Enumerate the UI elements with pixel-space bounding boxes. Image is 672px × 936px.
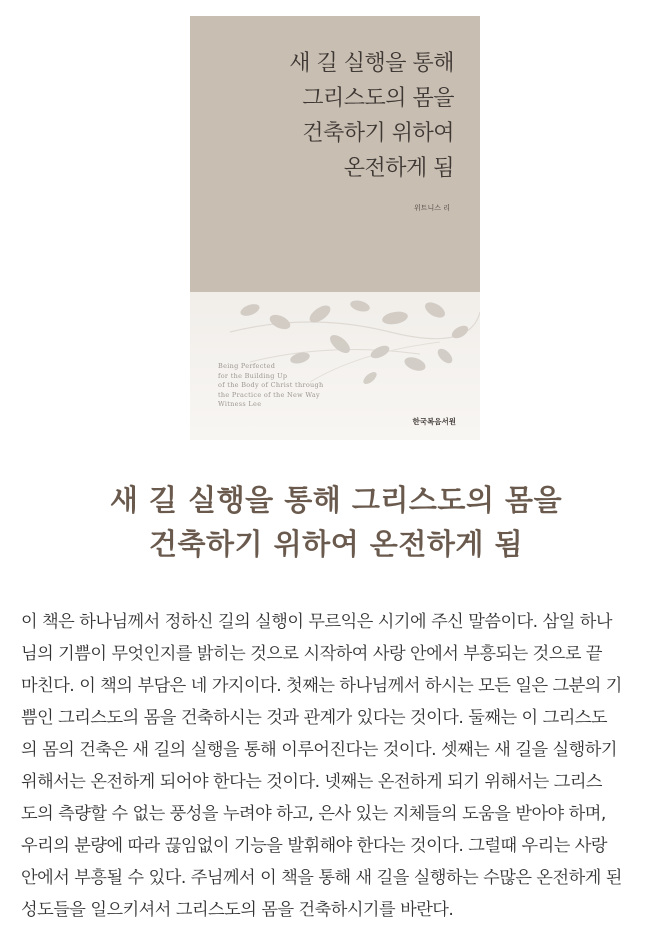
description-line: 님의 기쁨이 무엇인지를 밝히는 것으로 시작하여 사랑 안에서 부흥되는 것으로 끝 (21, 644, 603, 664)
cover-title-line: 온전하게 됨 (343, 156, 454, 181)
cover-author: 위트니스 리 (413, 204, 450, 212)
page-title (0, 478, 672, 566)
description-line: 우리의 분량에 따라 끊임없이 기능을 발휘해야 한다는 것이다. 그럴때 우리는 사랑 (21, 836, 608, 856)
cover-english-author: Witness Lee (218, 400, 262, 409)
description-line: 이 책은 하나님께서 정하신 길의 실행이 무르익은 시기에 주신 말씀이다. 삼일 하나 (21, 612, 612, 632)
page-title-line: 건축하기 위하여 온전하게 됨 (149, 527, 523, 561)
description-line: 위해서는 온전하게 되어야 한다는 것이다. 넷째는 온전하게 되기 위해서는 그리스 (21, 772, 603, 792)
description-line: 마친다. 이 책의 부담은 네 가지이다. 첫째는 하나님께서 하시는 모든 일은 그분의 기 (21, 676, 622, 696)
description-line: 안에서 부흥될 수 있다. 주님께서 이 책을 통해 새 길을 실행하는 수많은 온전하게 된 (21, 868, 622, 888)
cover-title-line: 새 길 실행을 통해 (289, 51, 454, 76)
cover-title-line: 건축하기 위하여 (302, 121, 454, 146)
description-line: 의 몸의 건축은 새 길의 실행을 통해 이루어진다는 것이다. 셋째는 새 길을 실행하기 (21, 740, 617, 760)
cover-title-line: 그리스도의 몸을 (302, 86, 454, 111)
page-title-line: 새 길 실행을 통해 그리스도의 몸을 (109, 483, 563, 517)
cover-english-line: Being Perfected (218, 362, 276, 370)
cover-title (289, 46, 454, 186)
description-line: 쁨인 그리스도의 몸을 건축하시는 것과 관계가 있다는 것이다. 둘째는 이 그리스도 (21, 708, 608, 728)
description-line: 성도들을 일으키셔서 그리스도의 몸을 건축하시기를 바란다. (21, 900, 454, 920)
cover-english-line: the Practice of the New Way (218, 390, 320, 399)
cover-english-title (218, 362, 323, 410)
cover-english-line: for the Building Up (218, 371, 288, 380)
cover-publisher: 한국복음서원 (412, 417, 456, 426)
book-description (21, 606, 651, 926)
cover-english-line: of the Body of Christ through (218, 381, 324, 390)
description-line: 도의 측량할 수 없는 풍성을 누려야 하고, 은사 있는 지체들의 도움을 받아야 하며, (21, 804, 606, 824)
